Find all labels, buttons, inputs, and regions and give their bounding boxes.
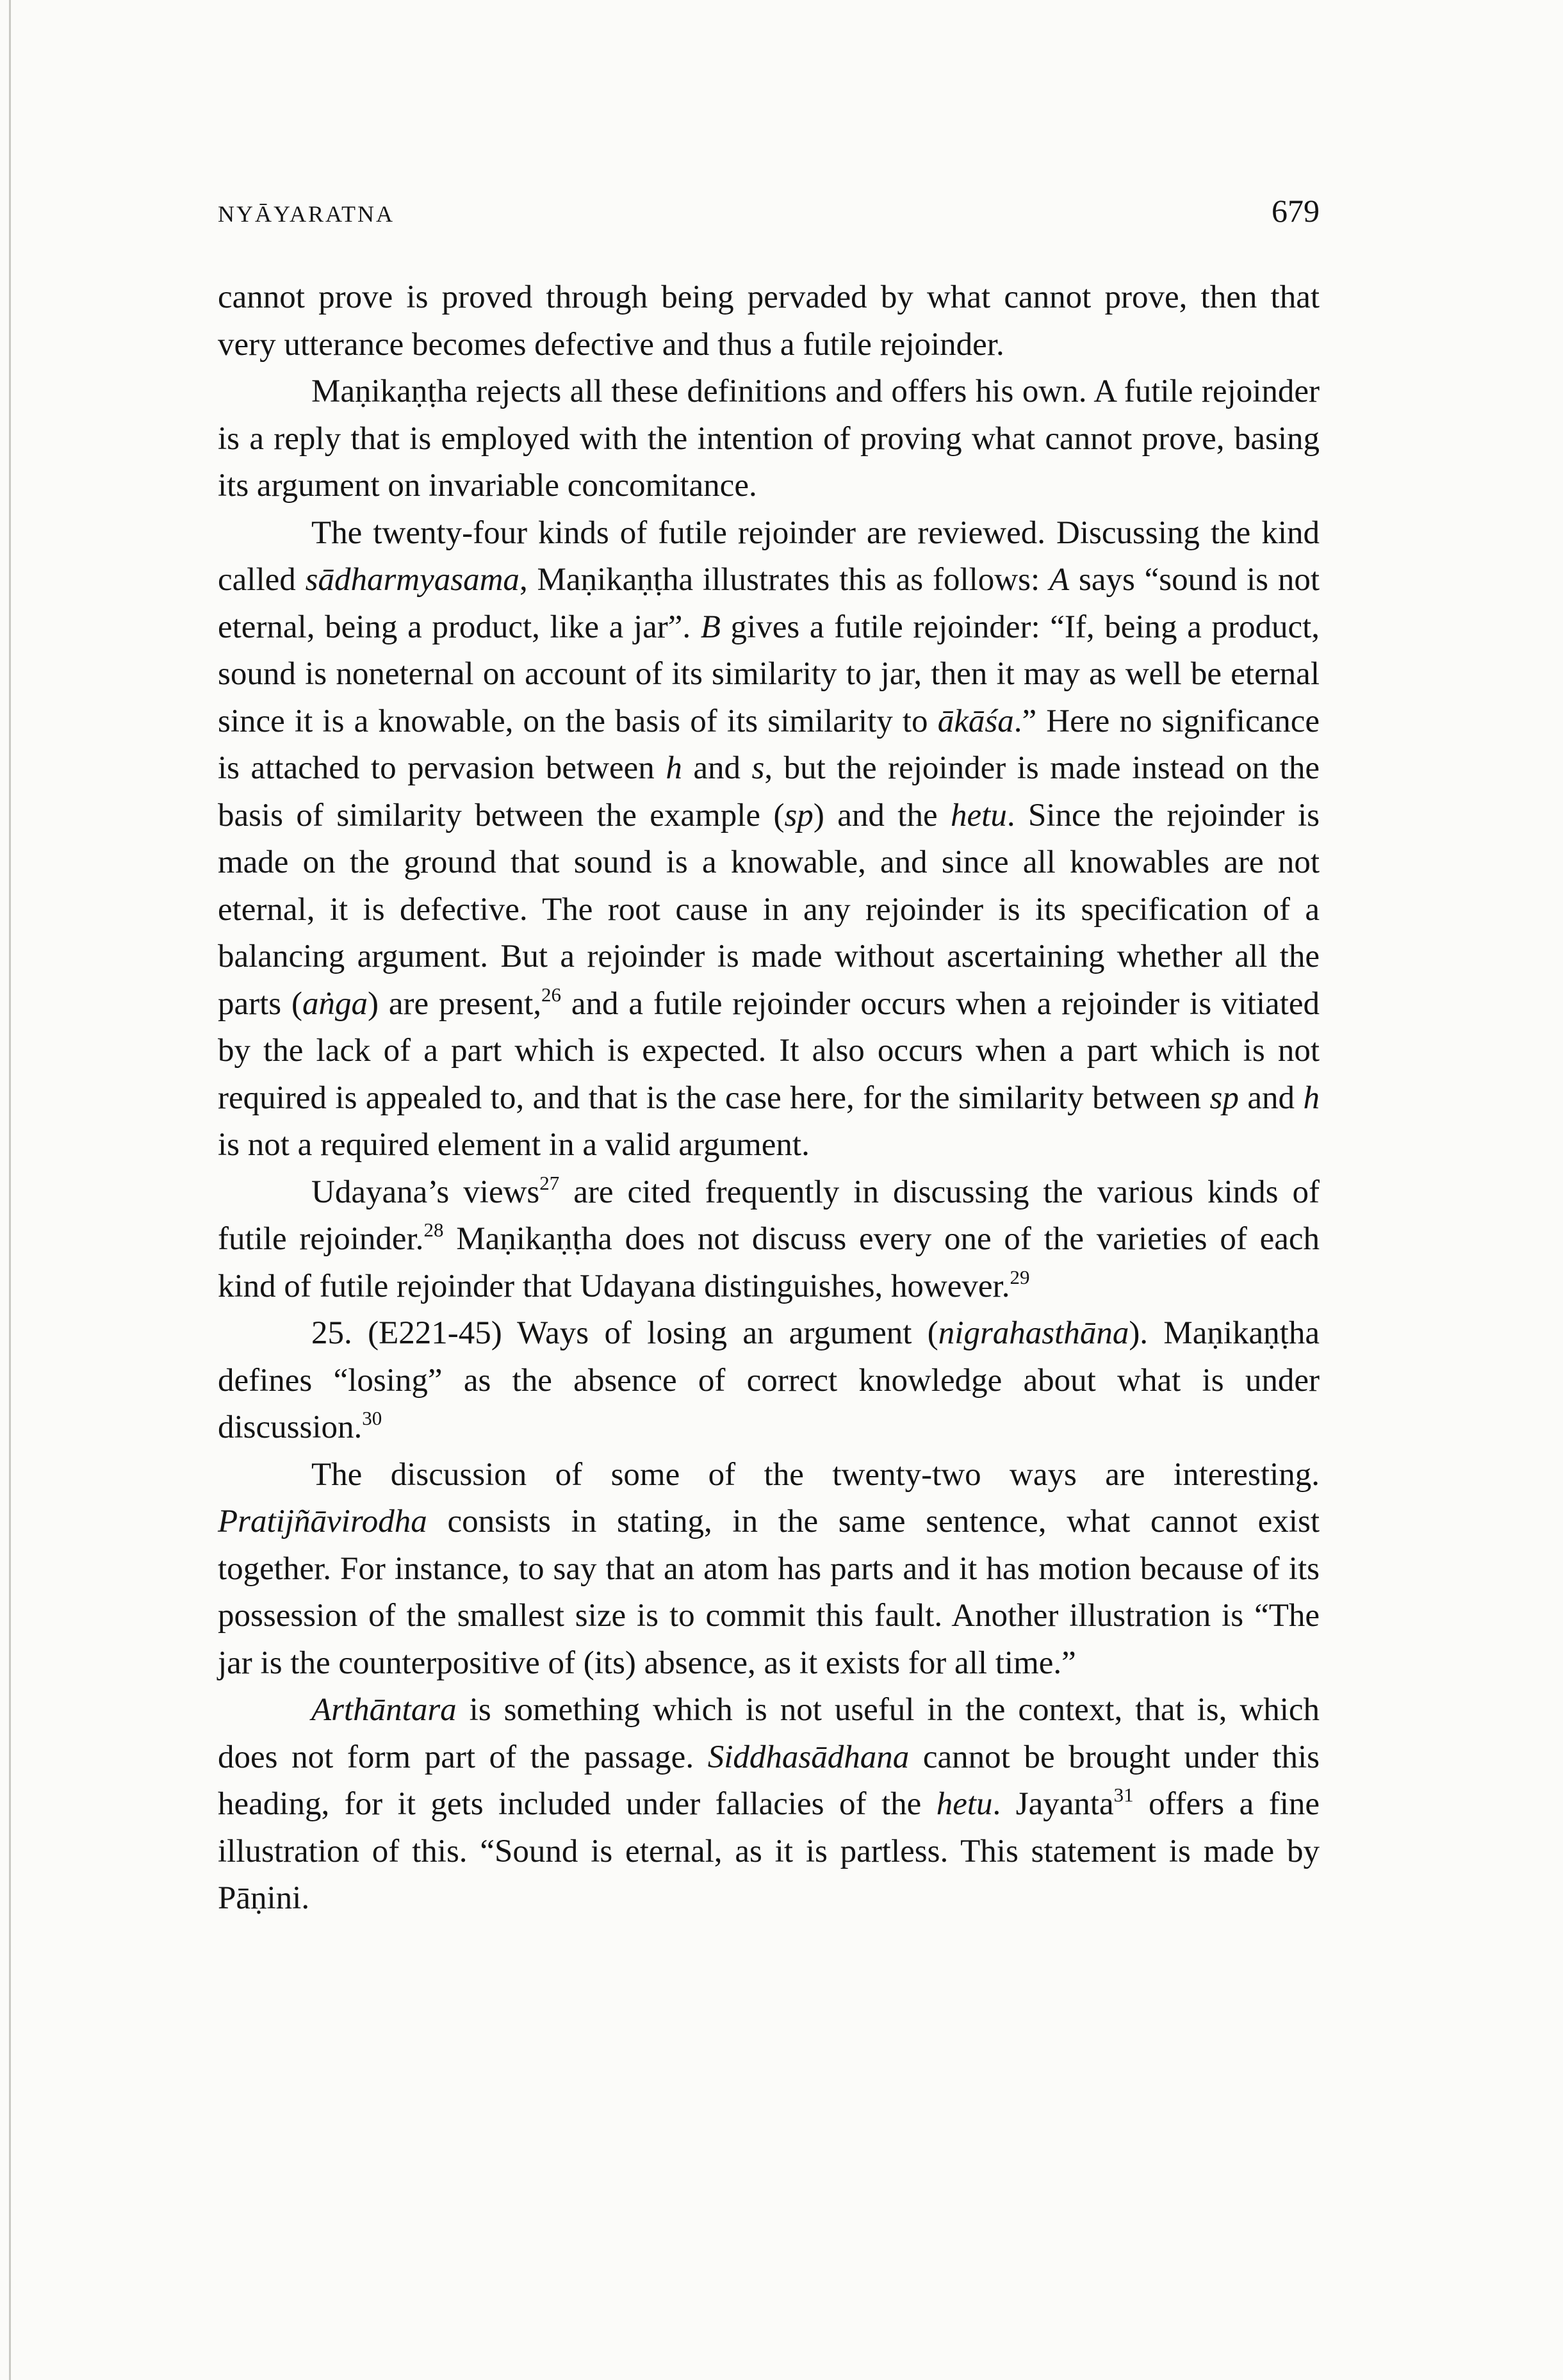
paragraph: [218, 510, 1320, 1169]
page-number: 679: [1272, 193, 1320, 229]
text-run: gives a futile rejoinder: “If, being a product, sound is noneternal on account of its similarity to jar, then it may as well be eternal since it is a knowable, on the basis of its similarity to: [218, 609, 1320, 739]
text-run: . Jayanta: [992, 1786, 1114, 1822]
text-run: and a futile rejoinder occurs when a rejoinder is vitiated by the lack of a part which is expected. It also occurs when a part which is not required is appealed to, and that is the case here, for the similarity between: [218, 985, 1320, 1116]
italic-term: hetu: [936, 1786, 993, 1822]
italic-term: ākāśa: [937, 703, 1014, 739]
book-page: [218, 192, 1320, 1923]
text-run: ). Maṇikaṇṭha defines “losing” as the absence of correct knowledge about what is under discussion.: [218, 1315, 1320, 1445]
paragraph: [218, 274, 1320, 368]
running-title: NYĀYARATNA: [218, 201, 395, 227]
text-run: ) are present,: [368, 985, 542, 1022]
italic-term: A: [1049, 562, 1070, 598]
text-run: cannot be brought under this heading, for it gets included under fallacies of the: [218, 1739, 1320, 1822]
italic-term: B: [700, 609, 721, 645]
italic-term: s: [751, 750, 765, 786]
italic-term: sp: [1209, 1079, 1239, 1116]
text-run: is not a required element in a valid argument.: [218, 1127, 810, 1163]
text-run: and: [1238, 1079, 1304, 1116]
text-run: , but the rejoinder is made instead on the basis of similarity between the example (: [218, 750, 1320, 833]
text-run: . Since the rejoinder is made on the ground that sound is a knowable, and since all knowables are not eternal, it is defective. The root cause in any rejoinder is its specification of a balancing argument. But a rejoinder is made without ascertaining whether all the parts (: [218, 797, 1320, 1022]
text-run: and: [682, 750, 752, 786]
text-run: Maṇikaṇṭha does not discuss every one of the varieties of each kind of futile rejoinder that Udayana distinguishes, however.: [218, 1221, 1320, 1304]
paragraph: [218, 1687, 1320, 1923]
page-edge-line: [9, 0, 11, 2380]
italic-term: sp: [784, 797, 814, 833]
footnote-ref: 30: [362, 1407, 382, 1429]
footnote-ref: 27: [539, 1171, 560, 1194]
text-run: Maṇikaṇṭha rejects all these definitions and offers his own. A futile rejoinder is a reply that is employed with the intention of proving what cannot prove, basing its argument on invariable concomitance.: [218, 373, 1320, 504]
footnote-ref: 31: [1113, 1784, 1134, 1806]
paragraph: [218, 1310, 1320, 1452]
text-run: The discussion of some of the twenty-two ways are interesting.: [311, 1456, 1320, 1493]
italic-term: h: [1303, 1079, 1320, 1116]
italic-term: Arthāntara: [311, 1692, 457, 1728]
paragraph: [218, 1169, 1320, 1311]
text-run: is something which is not useful in the context, that is, which does not form part of the passage.: [218, 1692, 1320, 1775]
footnote-ref: 29: [1010, 1265, 1030, 1288]
body-text: [218, 274, 1320, 1923]
italic-term: aṅga: [302, 985, 368, 1022]
running-head: [218, 192, 1320, 250]
text-run: says “sound is not eternal, being a product, like a jar”.: [218, 562, 1320, 645]
text-run: 25. (E221-45) Ways of losing an argument (: [311, 1315, 938, 1351]
text-run: Udayana’s views: [311, 1174, 540, 1210]
text-run: , Maṇikaṇṭha illustrates this as follows:: [519, 562, 1049, 598]
text-run: .” Here no significance is attached to pervasion between: [218, 703, 1320, 786]
italic-term: Siddhasādhana: [707, 1739, 910, 1775]
italic-term: sādharmyasama: [305, 562, 520, 598]
italic-term: h: [666, 750, 682, 786]
paragraph: [218, 368, 1320, 510]
text-run: consists in stating, in the same sentence, what cannot exist together. For instance, to say that an atom has parts and it has motion because of its possession of the smallest size is to commit this fault. Another illustration is “The jar is the counterpositive of (its) absence, as it exists for all time.”: [218, 1504, 1320, 1681]
italic-term: nigrahasthāna: [938, 1315, 1129, 1351]
italic-term: Pratijñāvirodha: [218, 1504, 427, 1539]
italic-term: hetu: [951, 797, 1007, 833]
paragraph: [218, 1452, 1320, 1687]
text-run: ) and the: [813, 797, 951, 833]
text-run: are cited frequently in discussing the various kinds of futile rejoinder.: [218, 1174, 1320, 1257]
text-run: offers a fine illustration of this. “Sound is eternal, as it is partless. This statement is made by Pāṇini.: [218, 1786, 1320, 1916]
text-run: cannot prove is proved through being pervaded by what cannot prove, then that very utterance becomes defective and thus a futile rejoinder.: [218, 279, 1320, 363]
footnote-ref: 28: [423, 1219, 444, 1241]
footnote-ref: 26: [541, 983, 562, 1006]
text-run: The twenty-four kinds of futile rejoinder are reviewed. Discussing the kind called: [218, 514, 1320, 598]
